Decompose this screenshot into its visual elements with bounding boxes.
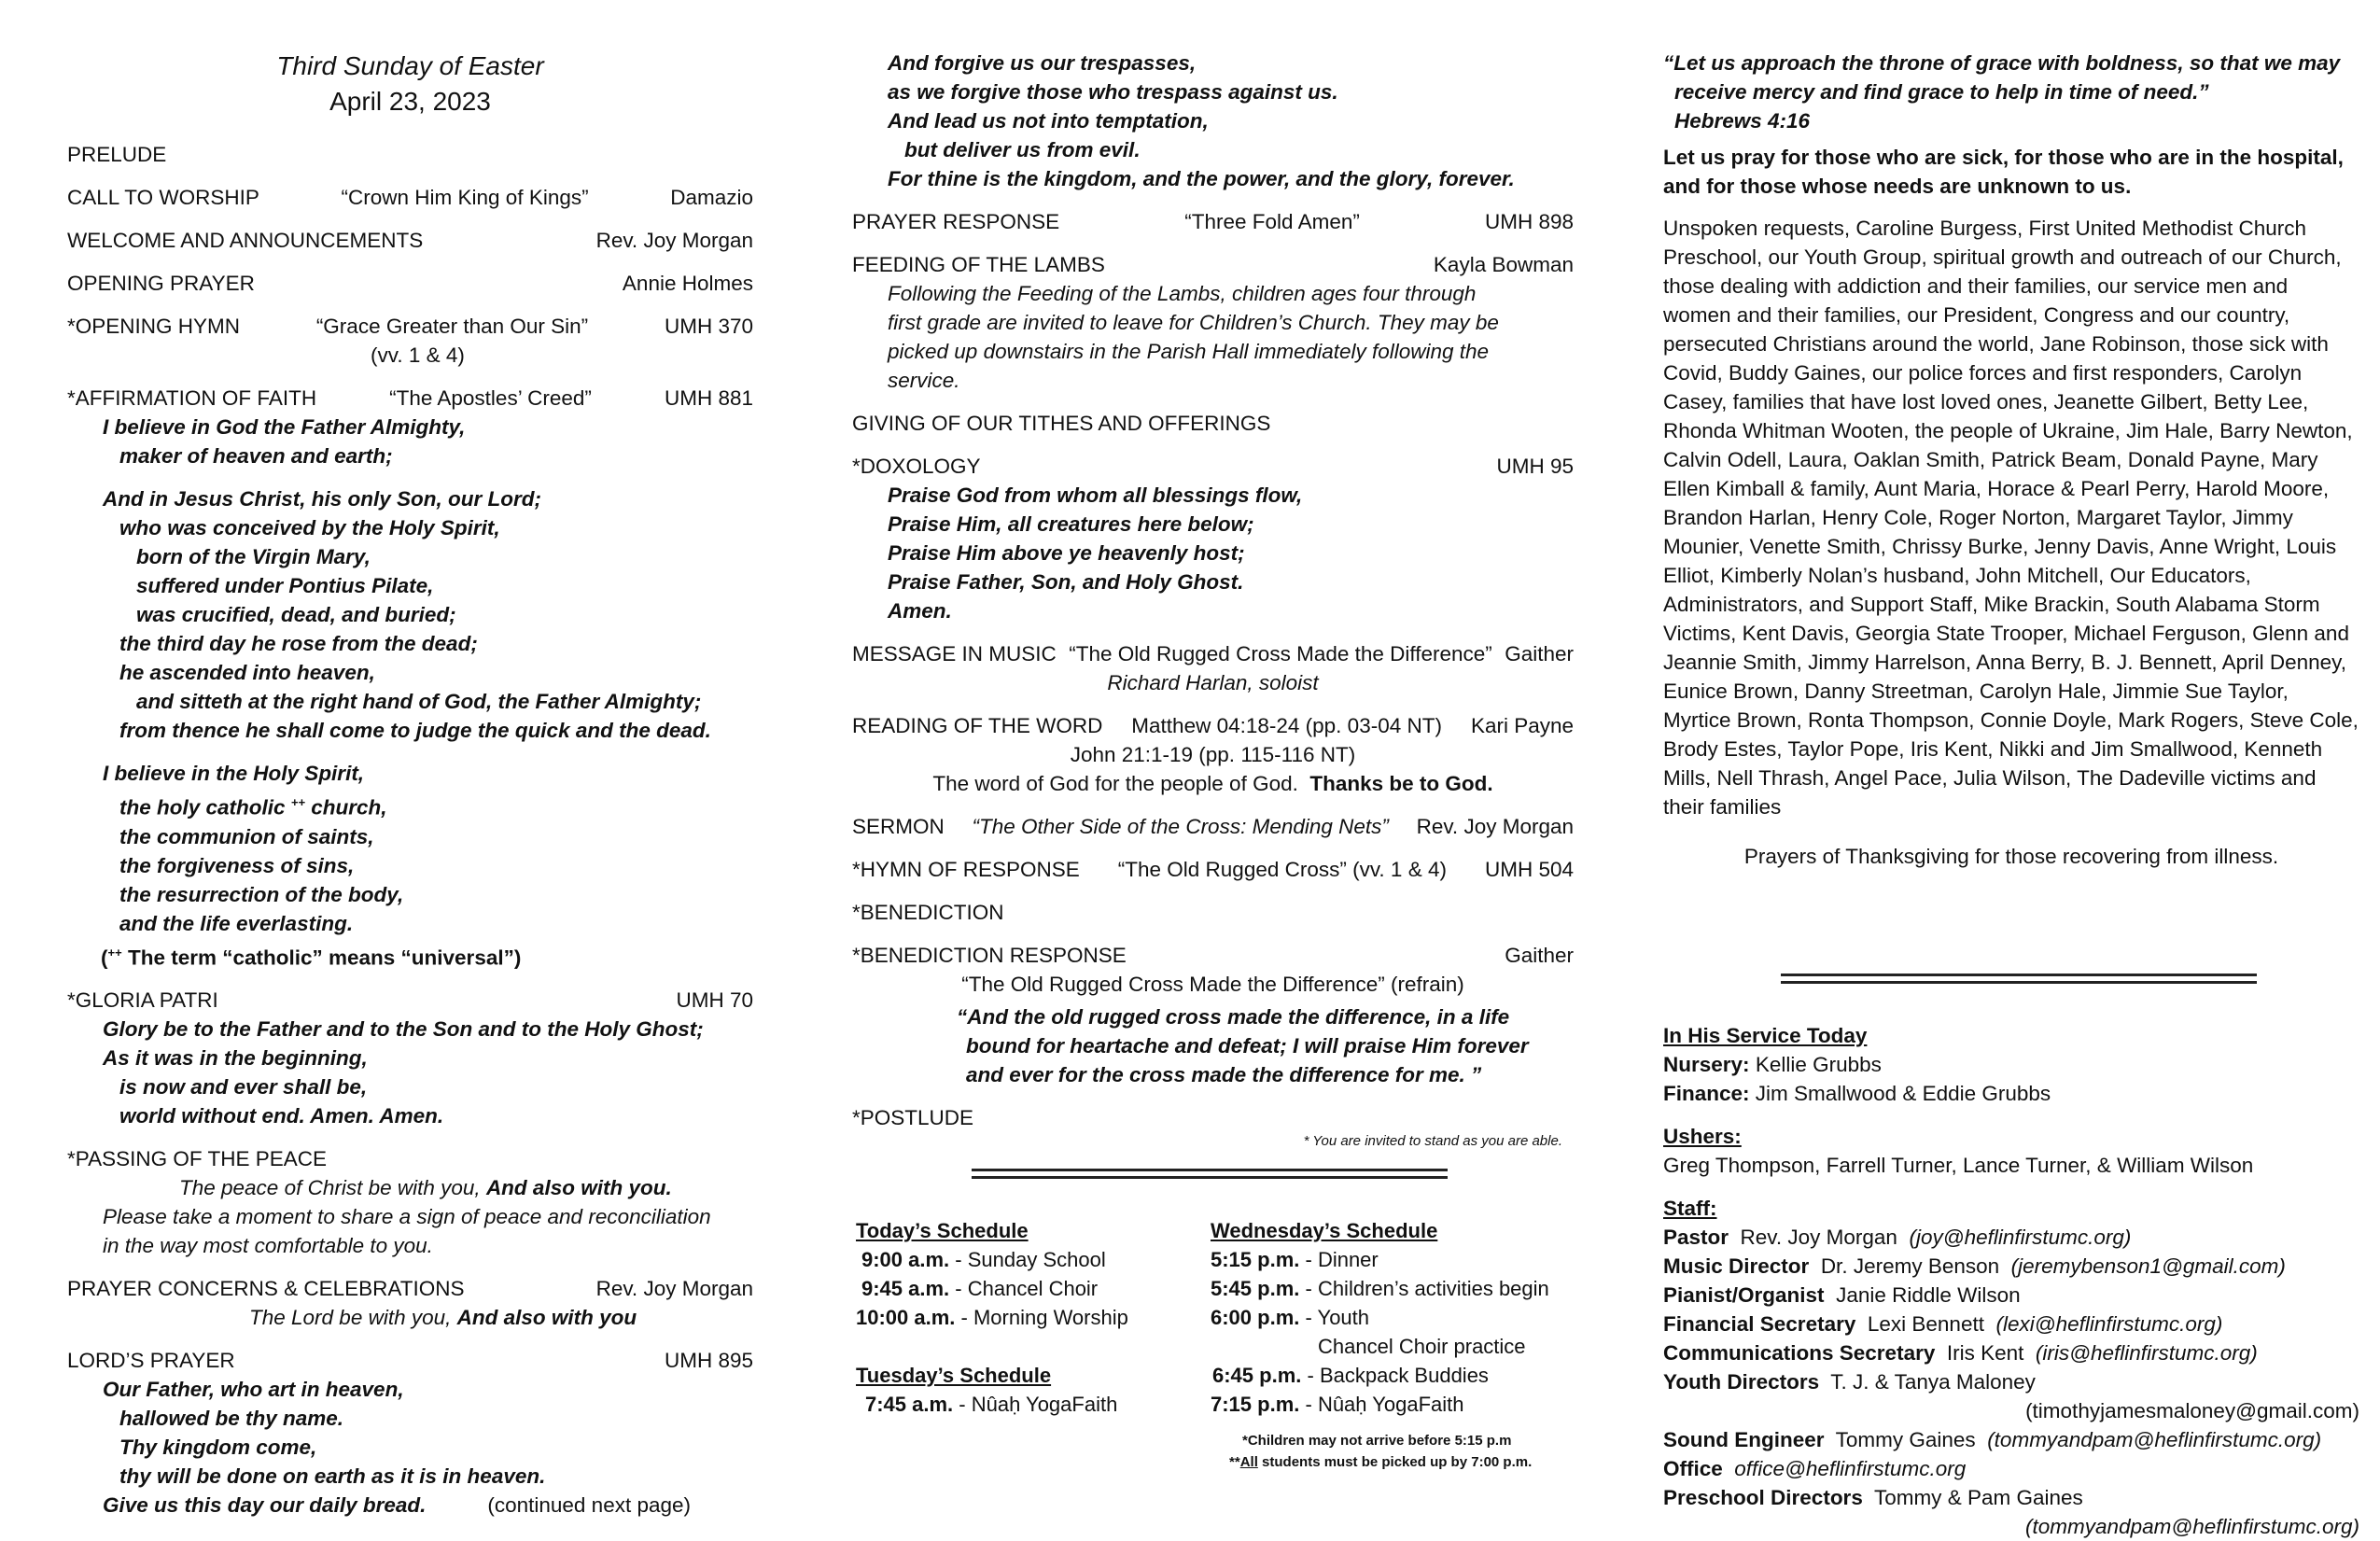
creed-part-2: And in Jesus Christ, his only Son, our Lord; who was conceived by the Holy Spirit, born of the Virgin Mary, suffered under Pontius Pilate, was crucified, dead, and buried; the third day he rose from the dead; he ascended into heaven, and sitteth at the right hand of God, the Father Almighty; from thence he shall come to judge the quick and the dead.: [103, 487, 711, 742]
giving-tithes: GIVING OF OUR TITHES AND OFFERINGS: [852, 412, 1271, 435]
schedule-notes: [852, 1430, 1574, 1473]
scripture-verse: “Let us approach the throne of grace with boldness, so that we may receive mercy and find grace to help in time of need.” Hebrews 4:16: [1663, 51, 2341, 133]
benediction-response: *BENEDICTION RESPONSE Gaither: [852, 944, 1574, 967]
creed-part-1: I believe in God the Father Almighty, maker of heaven and earth;: [103, 415, 466, 468]
stand-note: * You are invited to stand as you are able.: [1303, 1133, 1562, 1149]
schedule-left: [852, 1216, 1211, 1419]
catholic-note: (++ The term “catholic” means “universal”): [101, 945, 522, 969]
finance-line: Finance: Jim Smallwood & Eddie Grubbs: [1663, 1082, 2051, 1105]
soloist: Richard Harlan, soloist: [1107, 671, 1319, 694]
staff-pianist: Pianist/Organist Janie Riddle Wilson: [1663, 1283, 2021, 1307]
opening-hymn-verses: (vv. 1 & 4): [371, 343, 465, 367]
today-item: 10:00 a.m. - Morning Worship: [856, 1306, 1128, 1329]
today-item: 9:45 a.m. - Chancel Choir: [861, 1277, 1099, 1300]
call-to-worship: CALL TO WORSHIP “Crown Him King of Kings” Damazio: [67, 186, 753, 209]
nursery-line: Nursery: Kellie Grubbs: [1663, 1053, 1882, 1076]
schedules: [852, 1216, 1574, 1419]
tuesday-item: 7:45 a.m. - Nûaḥ YogaFaith: [865, 1393, 1118, 1416]
continued-note: (continued next page): [487, 1493, 692, 1517]
feeding-of-lambs: FEEDING OF THE LAMBS Kayla Bowman: [852, 253, 1574, 276]
reading-of-word: READING OF THE WORD Matthew 04:18-24 (pp. 03-04 NT) Kari Payne: [852, 714, 1574, 737]
staff-youth-directors: Youth Directors T. J. & Tanya Maloney: [1663, 1370, 2036, 1394]
wednesday-item: 7:15 p.m. - Nûaḥ YogaFaith: [1211, 1393, 1464, 1416]
wednesday-item: 6:00 p.m. - Youth: [1211, 1306, 1370, 1329]
creed-part-3: I believe in the Holy Spirit, the holy catholic ++ church, the communion of saints, the forgiveness of sins, the resurrection of the body, and the life everlasting.: [103, 762, 404, 935]
service-date: April 23, 2023: [329, 87, 491, 116]
children-arrival-note: *Children may not arrive before 5:15 p.m: [1242, 1433, 1512, 1449]
benediction-song: “The Old Rugged Cross Made the Difference” (refrain): [961, 973, 1464, 996]
staff-pastor: Pastor Rev. Joy Morgan (joy@heflinfirstumc.org): [1663, 1226, 2132, 1249]
prayer-intro: Let us pray for those who are sick, for those who are in the hospital, and for those whose needs are unknown to us.: [1663, 146, 2344, 198]
lords-prayer-text: Our Father, who art in heaven, hallowed be thy name. Thy kingdom come, thy will be done on earth as it is in heaven. Give us this day our daily bread. (continued next page): [103, 1378, 692, 1517]
preschool-email: (tommyandpam@heflinfirstumc.org): [2025, 1515, 2359, 1538]
postlude: *POSTLUDE: [852, 1106, 974, 1129]
wednesday-item: 5:15 p.m. - Dinner: [1211, 1248, 1379, 1271]
benediction: *BENEDICTION: [852, 901, 1004, 924]
hymn-of-response: *HYMN OF RESPONSE “The Old Rugged Cross” (vv. 1 & 4) UMH 504: [852, 858, 1574, 881]
benediction-quote: “And the old rugged cross made the difference, in a life bound for heartache and defeat; I will praise Him forever and ever for the cross made the difference for me. ”: [957, 1005, 1529, 1086]
doxology: *DOXOLOGY UMH 95: [852, 455, 1574, 478]
staff-office: Office office@heflinfirstumc.org: [1663, 1457, 1967, 1480]
opening-hymn: *OPENING HYMN “Grace Greater than Our Sin” UMH 370: [67, 315, 753, 338]
column-order-of-worship: [67, 49, 753, 1520]
lords-prayer-cont: And forgive us our trespasses, as we forgive those who trespass against us. And lead us not into temptation, but deliver us from evil. For thine is the kingdom, and the power, and the glory, forever.: [888, 51, 1515, 190]
wednesday-item: 6:45 p.m. - Backpack Buddies: [1212, 1364, 1489, 1387]
gloria-patri: *GLORIA PATRI UMH 70: [67, 988, 753, 1012]
sermon: SERMON “The Other Side of the Cross: Mending Nets” Rev. Joy Morgan: [852, 815, 1574, 838]
service-section: [1663, 1021, 2359, 1541]
prayer-requests: Unspoken requests, Caroline Burgess, First United Methodist Church Preschool, our Youth Group, spiritual growth and outreach of our Church, those dealing with addiction and their families, our service men and women and their families, our President, Congress and our country, persecuted Christians around the world, Jane Robinson, those sick with Covid, Buddy Gaines, our police forces and first responders, Carolyn Casey, families that have lost loved ones, Jeanette Gilbert, Betty Lee, Rhonda Whitman Wooten, the people of Ukraine, Jim Hale, Barry Newton, Calvin Odell, Laura, Oaklan Smith, Patrick Beam, Donald Payne, Mary Ellen Kimball & family, Aunt Maria, Horace & Pearl Perry, Harold Moore, Brandon Harlan, Henry Cole, Roger Norton, Margaret Taylor, Jimmy Mounier, Venette Smith, Chrissy Burke, Jenny Davis, Anne Wright, Louis Elliot, Kimberly Nolan’s husband, John Mitchell, Our Educators, Administrators, and Support Staff, Mike Brackin, South Alabama Storm Victims, Kent Davis, Georgia State Trooper, Michael Ferguson, Glenn and Jeannie Smith, Jimmy Harrelson, Anna Berry, B. J. Bennett, April Denney, Eunice Brown, Danny Streetman, Carolyn Hale, Jimmie Sue Taylor, Myrtice Brown, Ronta Thompson, Connie Doyle, Mark Rogers, Steve Cole, Brody Estes, Taylor Pope, Iris Kent, Nikki and Jim Smallwood, Kenneth Mills, Nell Thrash, Angel Pace, Julia Wilson, The Dadeville victims and their families: [1663, 217, 2359, 819]
tuesday-schedule-title: Tuesday’s Schedule: [856, 1364, 1052, 1387]
wednesday-item: Chancel Choir practice: [1318, 1335, 1526, 1358]
thanksgiving-prayers: Prayers of Thanksgiving for those recovering from illness.: [1743, 845, 2279, 868]
word-response: The word of God for the people of God. Thanks be to God.: [932, 772, 1493, 795]
service-title: Third Sunday of Easter: [276, 51, 544, 80]
prayer-concerns: PRAYER CONCERNS & CELEBRATIONS Rev. Joy Morgan: [67, 1277, 753, 1300]
passing-of-peace: *PASSING OF THE PEACE: [67, 1147, 327, 1170]
lords-prayer: LORD’S PRAYER UMH 895: [67, 1349, 753, 1372]
staff-sound-engineer: Sound Engineer Tommy Gaines (tommyandpam@heflinfirstumc.org): [1663, 1428, 2322, 1451]
doxology-text: Praise God from whom all blessings flow, Praise Him, all creatures here below; Praise Him above ye heavenly host; Praise Father, Son, and Holy Ghost. Amen.: [888, 483, 1303, 623]
staff-preschool-directors: Preschool Directors Tommy & Pam Gaines: [1663, 1486, 2083, 1509]
wednesday-schedule-title: Wednesday’s Schedule: [1211, 1219, 1438, 1242]
affirmation-of-faith: *AFFIRMATION OF FAITH “The Apostles’ Creed” UMH 881: [67, 386, 753, 410]
staff-communications-secretary: Communications Secretary Iris Kent (iris@heflinfirstumc.org): [1663, 1341, 2258, 1365]
divider-line: [1781, 974, 2257, 984]
reading-second: John 21:1-19 (pp. 115-116 NT): [1070, 743, 1356, 766]
concerns-response: The Lord be with you, And also with you: [249, 1306, 637, 1329]
youth-email: (timothyjamesmaloney@gmail.com): [2025, 1399, 2359, 1422]
service-title-heading: In His Service Today: [1663, 1024, 1868, 1047]
today-schedule-title: Today’s Schedule: [856, 1219, 1029, 1242]
staff-financial-secretary: Financial Secretary Lexi Bennett (lexi@heflinfirstumc.org): [1663, 1312, 2223, 1336]
welcome-announcements: WELCOME AND ANNOUNCEMENTS Rev. Joy Morgan: [67, 229, 753, 252]
column-order-of-worship-cont: [852, 49, 1574, 1473]
schedule-right: [1211, 1216, 1549, 1419]
staff-heading: Staff:: [1663, 1197, 1717, 1220]
ushers-list: Greg Thompson, Farrell Turner, Lance Turner, & William Wilson: [1663, 1154, 2254, 1177]
message-in-music: MESSAGE IN MUSIC “The Old Rugged Cross Made the Difference” Gaither: [852, 642, 1574, 665]
feeding-text: Following the Feeding of the Lambs, children ages four through first grade are invited to leave for Children’s Church. They may be picked up downstairs in the Parish Hall immediately following the service.: [888, 282, 1499, 392]
prelude-heading: PRELUDE: [67, 143, 167, 166]
today-item: 9:00 a.m. - Sunday School: [861, 1248, 1106, 1271]
column-prayers-and-staff: [1663, 49, 2359, 1541]
opening-prayer: OPENING PRAYER Annie Holmes: [67, 272, 753, 295]
ushers-heading: Ushers:: [1663, 1125, 1742, 1148]
peace-response: The peace of Christ be with you, And also with you.: [179, 1176, 672, 1199]
divider-line: [972, 1169, 1448, 1179]
wednesday-item: 5:45 p.m. - Children’s activities begin: [1211, 1277, 1549, 1300]
staff-music-director: Music Director Dr. Jeremy Benson (jeremybenson1@gmail.com): [1663, 1254, 2286, 1278]
gloria-text: Glory be to the Father and to the Son and to the Holy Ghost; As it was in the beginning, is now and ever shall be, world without end. Amen. Amen.: [103, 1017, 704, 1128]
pickup-note: **All students must be picked up by 7:00 p.m.: [1229, 1454, 1533, 1470]
prayer-response: PRAYER RESPONSE “Three Fold Amen” UMH 898: [852, 210, 1574, 233]
peace-instructions: Please take a moment to share a sign of peace and reconciliation in the way most comfortable to you.: [103, 1205, 711, 1257]
